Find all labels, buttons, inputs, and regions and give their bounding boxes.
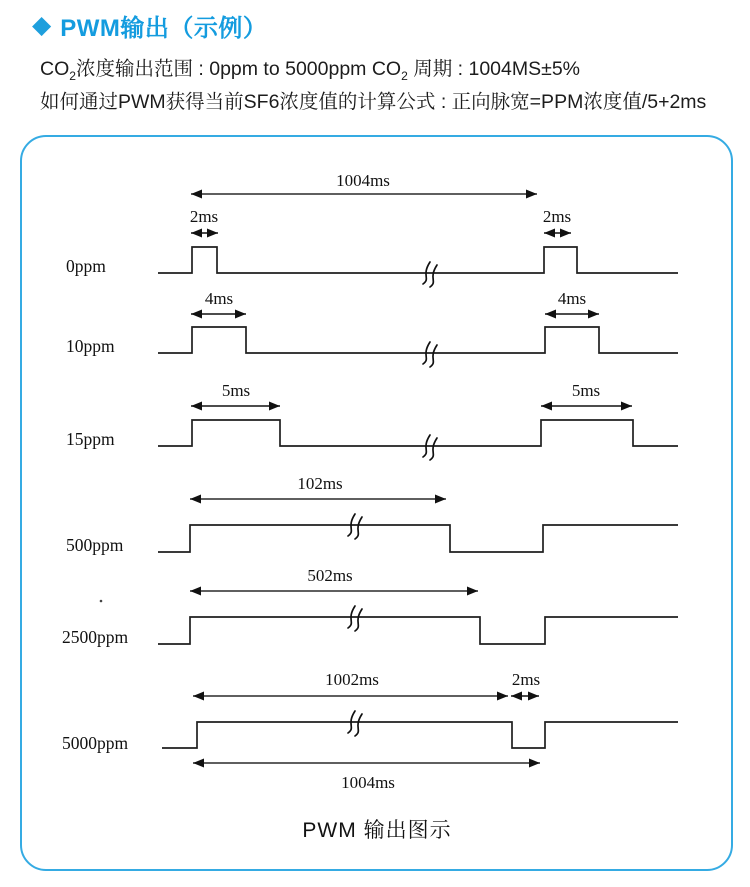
break-mark bbox=[348, 606, 362, 631]
period-label: 1004ms bbox=[336, 171, 390, 190]
co-subscript: 2 bbox=[69, 68, 76, 83]
pulse-width-label-right: 2ms bbox=[542, 207, 572, 226]
diamond-icon: ◆ bbox=[32, 11, 52, 39]
waveform-trace bbox=[158, 525, 678, 552]
waveform-trace bbox=[158, 420, 678, 446]
formula-text: 如何通过PWM获得当前SF6浓度值的计算公式 : 正向脉宽=PPM浓度值/5+2ms bbox=[40, 90, 707, 113]
waveform-row-5000ppm bbox=[62, 670, 678, 792]
waveform-row-2500ppm bbox=[62, 566, 678, 647]
break-mark bbox=[423, 342, 437, 367]
section-title: PWM输出（示例） bbox=[60, 15, 268, 42]
pulse-width-label-left: 2ms bbox=[189, 207, 219, 226]
waveform-trace bbox=[158, 327, 678, 353]
pulse-width-label-right: 5ms bbox=[571, 381, 601, 400]
waveform-trace bbox=[158, 617, 678, 644]
period-label: 1004ms bbox=[341, 773, 395, 792]
period-text: 周期 : 1004MS±5% bbox=[407, 58, 580, 80]
co-label-2: CO bbox=[371, 58, 402, 80]
stray-dot-mark bbox=[100, 600, 103, 603]
row-label: 10ppm bbox=[66, 336, 115, 356]
diagram-caption: PWM 输出图示 bbox=[302, 819, 452, 842]
co-subscript-2: 2 bbox=[401, 68, 408, 83]
waveform-row-15ppm bbox=[66, 381, 678, 460]
waveform-trace bbox=[162, 722, 678, 748]
pulse-width-label-left: 4ms bbox=[204, 289, 234, 308]
high-width-label: 502ms bbox=[307, 566, 353, 585]
waveform-row-10ppm bbox=[66, 289, 678, 367]
waveform-trace bbox=[158, 247, 678, 273]
row-label: 0ppm bbox=[66, 256, 106, 276]
pulse-width-label-right: 4ms bbox=[557, 289, 587, 308]
low-width-label: 2ms bbox=[511, 670, 541, 689]
break-mark bbox=[423, 262, 437, 287]
pulse-width-label-left: 5ms bbox=[221, 381, 251, 400]
high-width-label: 102ms bbox=[297, 474, 343, 493]
break-mark bbox=[348, 514, 362, 539]
row-label: 15ppm bbox=[66, 429, 115, 449]
break-mark bbox=[423, 435, 437, 460]
co-label: CO bbox=[40, 58, 70, 80]
row-label: 2500ppm bbox=[62, 627, 129, 647]
row-label: 500ppm bbox=[66, 535, 124, 555]
waveform-row-0ppm bbox=[66, 171, 678, 287]
range-text: 浓度输出范围 : 0ppm to 5000ppm bbox=[75, 58, 372, 80]
row-label: 5000ppm bbox=[62, 733, 129, 753]
waveform-row-500ppm bbox=[66, 474, 678, 555]
high-width-label: 1002ms bbox=[325, 670, 379, 689]
break-mark bbox=[348, 711, 362, 736]
